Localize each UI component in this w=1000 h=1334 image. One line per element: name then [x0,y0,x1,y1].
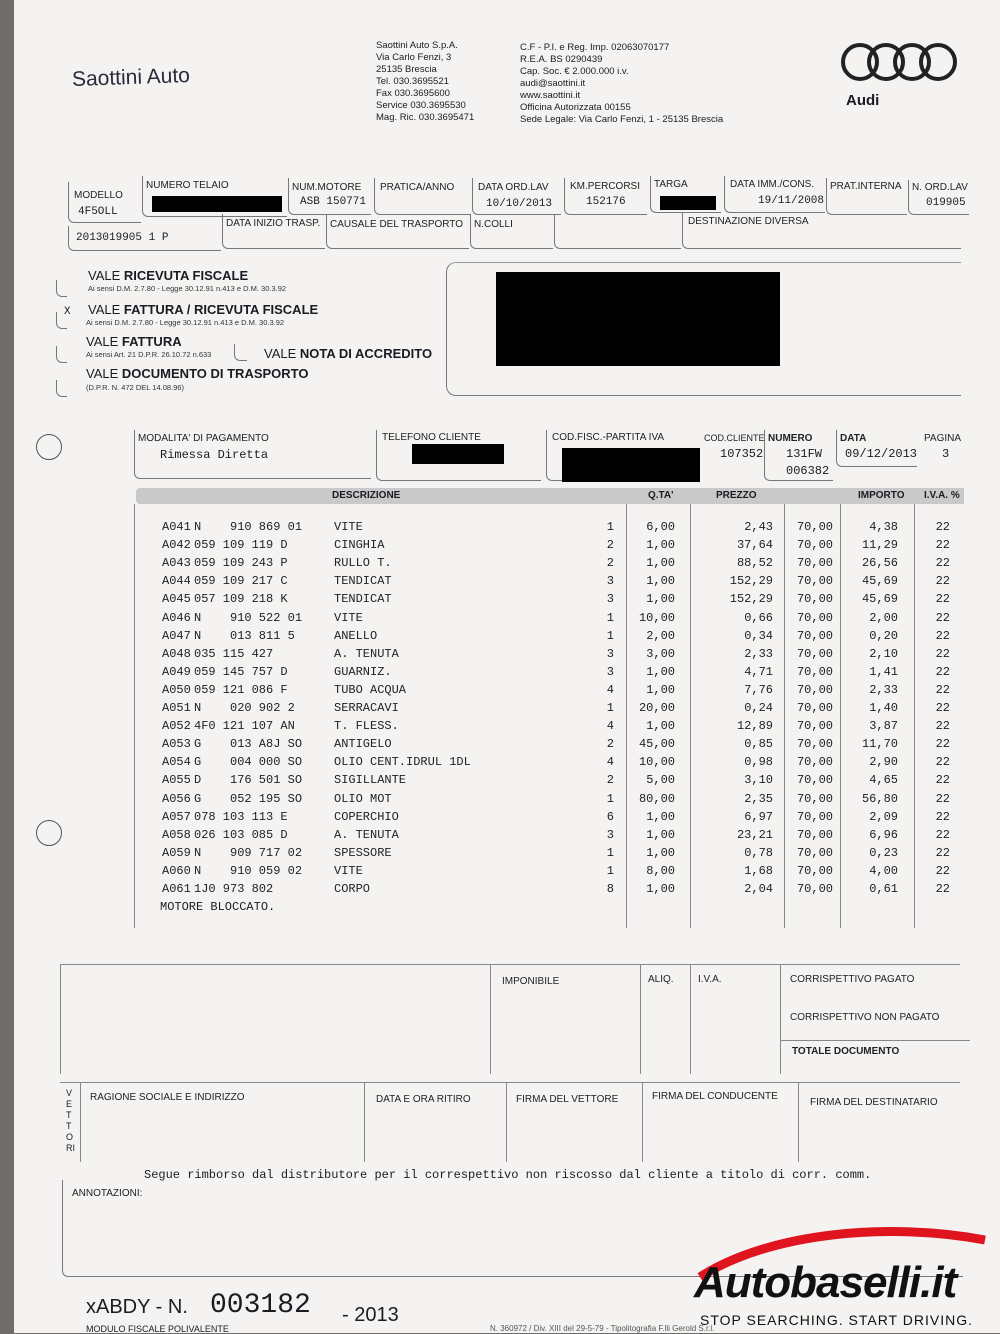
firma-destinatario-label: FIRMA DEL DESTINATARIO [810,1097,938,1108]
cell-g: 4 [606,755,614,770]
cell-iva: 22 [935,827,950,842]
autobaselli-tagline: STOP SEARCHING. START DRIVING. [700,1312,973,1328]
cell-amount: 0,61 [869,882,898,896]
cell-pos: A060 [162,863,191,878]
cell-g: 2 [606,538,614,553]
vale-fattura-ricevuta: VALE FATTURA / RICEVUTA FISCALE [88,302,319,317]
annotazioni-label: ANNOTAZIONI: [72,1188,143,1199]
cell-code: 059 145 757 D [194,664,288,679]
cell-qty: 6,00 [646,520,675,534]
destinazione-label: DESTINAZIONE DIVERSA [688,216,809,227]
header-iva: I.V.A. % [924,490,960,501]
cell-disc: 70,00 [796,610,833,625]
cell-amount: 0,20 [869,628,898,643]
cell-iva: 22 [935,538,950,553]
cell-qty: 1,00 [646,574,675,589]
cell-code: N 910 522 01 [194,610,303,625]
cell-qty: 1,00 [646,538,675,553]
table-row [0,665,1000,683]
data-value: 09/12/2013 [845,447,918,461]
cell-qty: 1,00 [646,882,675,896]
cell-price: 0,24 [744,701,773,715]
modulo-fiscale: MODULO FISCALE POLIVALENTE [86,1324,229,1334]
cell-pos: A059 [162,845,191,860]
cell-desc: ANELLO [334,628,378,643]
cell-code: G 004 000 SO [194,755,303,770]
iva-total-label: I.V.A. [698,974,722,985]
cell-iva: 22 [935,628,950,643]
cell-pos: A054 [162,755,191,770]
cell-iva: 22 [935,646,950,661]
punch-hole-top [36,434,62,460]
cell-qty: 8,00 [646,863,675,878]
cell-desc: CORPO [334,882,371,896]
modalita-pagamento-label: MODALITA' DI PAGAMENTO [138,433,269,444]
cell-disc: 70,00 [796,827,833,842]
cell-amount: 56,80 [861,791,898,806]
cell-g: 3 [606,827,614,842]
km-label: KM.PERCORSI [570,181,641,192]
cell-amount: 11,70 [861,737,898,752]
cell-qty: 1,00 [646,719,675,734]
cell-desc: GUARNIZ. [334,664,392,679]
cell-price: 152,29 [729,574,773,589]
data-ora-ritiro-label: DATA E ORA RITIRO [376,1094,471,1105]
telaio-label: NUMERO TELAIO [146,180,229,191]
cell-pos: A044 [162,574,191,589]
cell-disc: 70,00 [796,845,833,860]
table-row [0,701,1000,719]
cell-disc: 70,00 [796,755,833,770]
cell-iva: 22 [935,592,950,607]
prat-interna-label: PRAT.INTERNA [830,181,902,192]
table-row [0,773,1000,791]
codfisc-label: COD.FISC.-PARTITA IVA [552,432,665,443]
cell-qty: 45,00 [638,737,675,752]
doc-number: 003182 [210,1290,311,1321]
vale-fattura: VALE FATTURA [86,334,182,349]
cell-pos: A043 [162,556,191,571]
cell-code: D 176 501 SO [194,773,303,788]
cell-desc: A. TENUTA [334,646,399,661]
printer-line: N. 360972 / Div. XIII del 29-5-79 - Tipolitografia F.lli Gerold S.r.l. [490,1324,715,1333]
km-value: 152176 [586,196,626,208]
targa-redacted [660,196,716,210]
cell-amount: 4,65 [869,773,898,788]
header-importo: IMPORTO [858,490,905,501]
cell-amount: 11,29 [861,538,898,553]
cell-price: 0,34 [744,628,773,643]
doc-year: - 2013 [342,1304,399,1326]
cell-iva: 22 [935,845,950,860]
cell-qty: 1,00 [646,827,675,842]
cell-disc: 70,00 [796,863,833,878]
corrispettivo-pagato-label: CORRISPETTIVO PAGATO [790,974,915,985]
ragione-sociale-label: RAGIONE SOCIALE E INDIRIZZO [90,1092,245,1103]
cell-code: N 020 902 2 [194,701,295,715]
header-qta: Q.TA' [648,490,674,501]
cell-amount: 2,00 [869,610,898,625]
cell-desc: A. TENUTA [334,827,399,842]
cell-pos: A051 [162,701,191,715]
cell-desc: SIGILLANTE [334,773,407,788]
cell-price: 7,76 [744,682,773,697]
corrispettivo-non-pagato-label: CORRISPETTIVO NON PAGATO [790,1012,940,1023]
telefono-redacted [412,444,504,464]
cell-iva: 22 [935,574,950,589]
table-row [0,737,1000,755]
cell-g: 1 [606,863,614,878]
cell-amount: 1,40 [869,701,898,715]
cell-code: 059 109 243 P [194,556,288,571]
table-row [0,755,1000,773]
table-row [0,864,1000,882]
table-row [0,574,1000,592]
cell-desc: TENDICAT [334,574,392,589]
cell-iva: 22 [935,682,950,697]
cell-disc: 70,00 [796,592,833,607]
table-row [0,846,1000,864]
cell-iva: 22 [935,755,950,770]
table-row [0,629,1000,647]
table-row [0,538,1000,556]
cell-desc: COPERCHIO [334,809,399,824]
table-row [0,683,1000,701]
cell-amount: 4,38 [869,520,898,534]
cell-desc: ANTIGELO [334,737,392,752]
cell-iva: 22 [935,809,950,824]
cell-g: 2 [606,737,614,752]
cell-price: 2,35 [744,791,773,806]
cell-amount: 6,96 [869,827,898,842]
cell-qty: 1,00 [646,556,675,571]
header-descrizione: DESCRIZIONE [332,490,401,501]
cell-desc: TENDICAT [334,592,392,607]
cell-price: 2,04 [744,882,773,896]
audi-brand-text: Audi [846,92,880,109]
cell-price: 37,64 [736,538,773,553]
cell-desc: OLIO CENT.IDRUL 1DL [334,755,471,770]
cell-qty: 20,00 [638,701,675,715]
cell-g: 4 [606,682,614,697]
cell-code: 057 109 218 K [194,592,288,607]
cell-pos: A053 [162,737,191,752]
cell-disc: 70,00 [796,682,833,697]
numero-value-2: 006382 [786,464,830,478]
cell-pos: A042 [162,538,191,553]
cell-iva: 22 [935,520,950,534]
telaio-redacted [152,196,282,212]
cell-amount: 45,69 [861,592,898,607]
cell-price: 2,43 [744,520,773,534]
cell-g: 1 [606,701,614,715]
cell-code: N 909 717 02 [194,845,303,860]
cell-disc: 70,00 [796,646,833,661]
cell-disc: 70,00 [796,520,833,534]
cell-pos: A058 [162,827,191,842]
cell-pos: A052 [162,719,191,734]
cell-code: 078 103 113 E [194,809,288,824]
cell-price: 0,78 [744,845,773,860]
table-row [0,810,1000,828]
cell-g: 2 [606,773,614,788]
cell-iva: 22 [935,737,950,752]
motore-label: NUM.MOTORE [292,182,362,193]
cell-iva: 22 [935,882,950,896]
rimborso-note: Segue rimborso dal distributore per il correspettivo non riscosso dal cliente a titolo di corr. comm. [144,1168,872,1182]
vale-documento-law: (D.P.R. N. 472 DEL 14.08.96) [86,383,184,392]
causale-label: CAUSALE DEL TRASPORTO [330,219,464,230]
cell-amount: 0,23 [869,845,898,860]
cell-amount: 26,56 [861,556,898,571]
table-row [0,792,1000,810]
cell-qty: 80,00 [638,791,675,806]
data-label: DATA [840,433,867,444]
cell-price: 3,10 [744,773,773,788]
vale-ricevuta-law: Ai sensi D.M. 2.7.80 - Legge 30.12.91 n.413 e D.M. 30.3.92 [88,284,287,293]
totale-documento-label: TOTALE DOCUMENTO [792,1046,900,1057]
cell-disc: 70,00 [796,628,833,643]
cell-pos: A048 [162,646,191,661]
cell-g: 2 [606,556,614,571]
company-address-block: Saottini Auto S.p.A. Via Carlo Fenzi, 3 25135 Brescia Tel. 030.3695521 Fax 030.3695600 Service 030.3695530 Mag. Ric. 030.3695471 [376,40,475,123]
codfisc-redacted [562,448,700,482]
cell-disc: 70,00 [796,538,833,553]
ord-lav-value: 019905 [926,197,966,209]
table-row [0,592,1000,610]
cell-qty: 1,00 [646,664,675,679]
cell-qty: 1,00 [646,845,675,860]
numero-value-1: 131FW [786,447,823,461]
cell-price: 0,66 [744,610,773,625]
motore-value: ASB 150771 [300,196,367,208]
vale-nota-accredito: VALE NOTA DI ACCREDITO [264,346,433,361]
cell-g: 3 [606,646,614,661]
modello-value: 4F5OLL [78,206,118,218]
targa-label: TARGA [654,179,688,190]
cell-code: N 013 811 5 [194,628,295,643]
vale-documento-trasporto: VALE DOCUMENTO DI TRASPORTO [86,366,309,381]
cell-pos: A056 [162,791,191,806]
data-ord-value: 10/10/2013 [486,198,553,210]
cell-code: 1J0 973 802 [194,882,274,896]
inizio-trasp-label: DATA INIZIO TRASP. [226,218,321,229]
table-row [0,719,1000,737]
cell-price: 88,52 [736,556,773,571]
cell-disc: 70,00 [796,719,833,734]
modello-label: MODELLO [74,190,123,201]
cell-g: 8 [606,882,614,896]
cell-iva: 22 [935,556,950,571]
cell-pos: A041 [162,520,191,534]
cell-qty: 1,00 [646,682,675,697]
pagina-value: 3 [942,447,950,461]
table-row [0,882,1000,900]
cell-price: 6,97 [744,809,773,824]
cell-g: 3 [606,592,614,607]
cell-amount: 2,33 [869,682,898,697]
company-fiscal-block: C.F - P.I. e Reg. Imp. 02063070177 R.E.A. BS 0290439 Cap. Soc. € 2.000.000 i.v. audi@saottini.it www.saottini.it Officina Autorizzata 00155 Sede Legale: Via Carlo Fenzi, 1 - 25135 Brescia [520,42,724,125]
cell-code: 026 103 085 D [194,827,288,842]
table-row [0,611,1000,629]
cell-desc: SERRACAVI [334,701,399,715]
pratica-label: PRATICA/ANNO [380,182,455,193]
vale-fattura-ricevuta-checkmark: X [64,306,71,318]
firma-conducente-label: FIRMA DEL CONDUCENTE [652,1091,778,1102]
cell-pos: A061 [162,882,191,896]
cell-iva: 22 [935,863,950,878]
cell-desc: VITE [334,610,363,625]
cell-desc: RULLO T. [334,556,392,571]
cell-pos: A045 [162,592,191,607]
cell-disc: 70,00 [796,791,833,806]
cell-desc: CINGHIA [334,538,385,553]
cell-amount: 2,09 [869,809,898,824]
note-line: MOTORE BLOCCATO. [160,900,276,914]
cell-pos: A050 [162,682,191,697]
table-row [0,520,1000,538]
header-prezzo: PREZZO [716,490,757,501]
cell-desc: VITE [334,863,363,878]
cell-price: 4,71 [744,664,773,679]
cell-disc: 70,00 [796,882,833,896]
cell-qty: 10,00 [638,610,675,625]
cell-qty: 5,00 [646,773,675,788]
cell-g: 3 [606,574,614,589]
cell-g: 1 [606,791,614,806]
cell-pos: A046 [162,610,191,625]
cell-qty: 3,00 [646,646,675,661]
cell-amount: 4,00 [869,863,898,878]
cell-code: 035 115 427 [194,646,274,661]
cell-price: 1,68 [744,863,773,878]
cell-iva: 22 [935,791,950,806]
cell-code: N 910 869 01 [194,520,303,534]
cell-amount: 2,90 [869,755,898,770]
cell-disc: 70,00 [796,556,833,571]
cell-code: 059 109 119 D [194,538,288,553]
vale-ricevuta-fiscale: VALE RICEVUTA FISCALE [88,268,249,283]
data-ord-label: DATA ORD.LAV [478,182,549,193]
cell-code: 059 121 086 F [194,682,288,697]
cell-desc: OLIO MOT [334,791,392,806]
cell-iva: 22 [935,664,950,679]
cell-qty: 10,00 [638,755,675,770]
cell-disc: 70,00 [796,664,833,679]
cell-g: 6 [606,809,614,824]
numero-label: NUMERO [768,433,813,444]
cell-price: 2,33 [744,646,773,661]
data-imm-value: 19/11/2008 [758,195,825,207]
cell-g: 1 [606,628,614,643]
colli-label: N.COLLI [474,219,513,230]
imponibile-label: IMPONIBILE [502,976,560,987]
company-logo: Saottini Auto [71,63,191,92]
cell-price: 12,89 [736,719,773,734]
cell-g: 3 [606,664,614,679]
cell-g: 1 [606,610,614,625]
cell-code: 059 109 217 C [194,574,288,589]
cell-iva: 22 [935,610,950,625]
telefono-label: TELEFONO CLIENTE [382,432,481,443]
cell-qty: 1,00 [646,809,675,824]
cell-amount: 45,69 [861,574,898,589]
cell-iva: 22 [935,701,950,715]
doc-number-prefix: xABDY - N. [86,1296,188,1318]
cell-desc: VITE [334,520,363,534]
cell-g: 4 [606,719,614,734]
vettori-side-label: VETTORI [66,1088,75,1153]
cell-iva: 22 [935,719,950,734]
cell-price: 152,29 [729,592,773,607]
cod-cliente-label: COD.CLIENTE [704,433,765,443]
autobaselli-logo: Autobaselli.it [694,1258,957,1307]
cell-price: 0,98 [744,755,773,770]
cell-pos: A057 [162,809,191,824]
table-row [0,828,1000,846]
vale-fattura-ricevuta-law: Ai sensi D.M. 2.7.80 - Legge 30.12.91 n.413 e D.M. 30.3.92 [86,318,285,327]
reference-value: 2013019905 1 P [76,232,169,244]
data-imm-label: DATA IMM./CONS. [730,179,815,190]
cell-code: N 910 059 02 [194,863,303,878]
cell-disc: 70,00 [796,574,833,589]
table-row [0,556,1000,574]
cell-disc: 70,00 [796,701,833,715]
cell-price: 23,21 [736,827,773,842]
aliq-label: ALIQ. [648,974,674,985]
pagina-label: PAGINA [924,433,962,444]
table-row [0,647,1000,665]
items-table-header [136,488,964,504]
vale-fattura-law: Ai sensi Art. 21 D.P.R. 26.10.72 n.633 [86,350,212,359]
audi-rings-logo [838,40,960,90]
cell-qty: 1,00 [646,592,675,607]
cell-amount: 1,41 [869,664,898,679]
cell-desc: T. FLESS. [334,719,399,734]
cell-qty: 2,00 [646,628,675,643]
cell-g: 1 [606,845,614,860]
firma-vettore-label: FIRMA DEL VETTORE [516,1094,619,1105]
cell-code: G 013 A8J SO [194,737,303,752]
cell-price: 0,85 [744,737,773,752]
cod-cliente-value: 107352 [720,447,764,461]
cell-desc: TUBO ACQUA [334,682,407,697]
cell-code: G 052 195 SO [194,791,303,806]
cell-amount: 3,87 [869,719,898,734]
cell-amount: 2,10 [869,646,898,661]
cell-pos: A047 [162,628,191,643]
customer-name-redacted [496,272,780,366]
cell-desc: SPESSORE [334,845,392,860]
modalita-pagamento-value: Rimessa Diretta [160,448,269,462]
ord-lav-label: N. ORD.LAV [912,182,968,193]
cell-code: 4F0 121 107 AN [194,719,295,734]
cell-disc: 70,00 [796,809,833,824]
cell-g: 1 [606,520,614,534]
cell-pos: A049 [162,664,191,679]
cell-pos: A055 [162,773,191,788]
cell-disc: 70,00 [796,737,833,752]
cell-iva: 22 [935,773,950,788]
cell-disc: 70,00 [796,773,833,788]
